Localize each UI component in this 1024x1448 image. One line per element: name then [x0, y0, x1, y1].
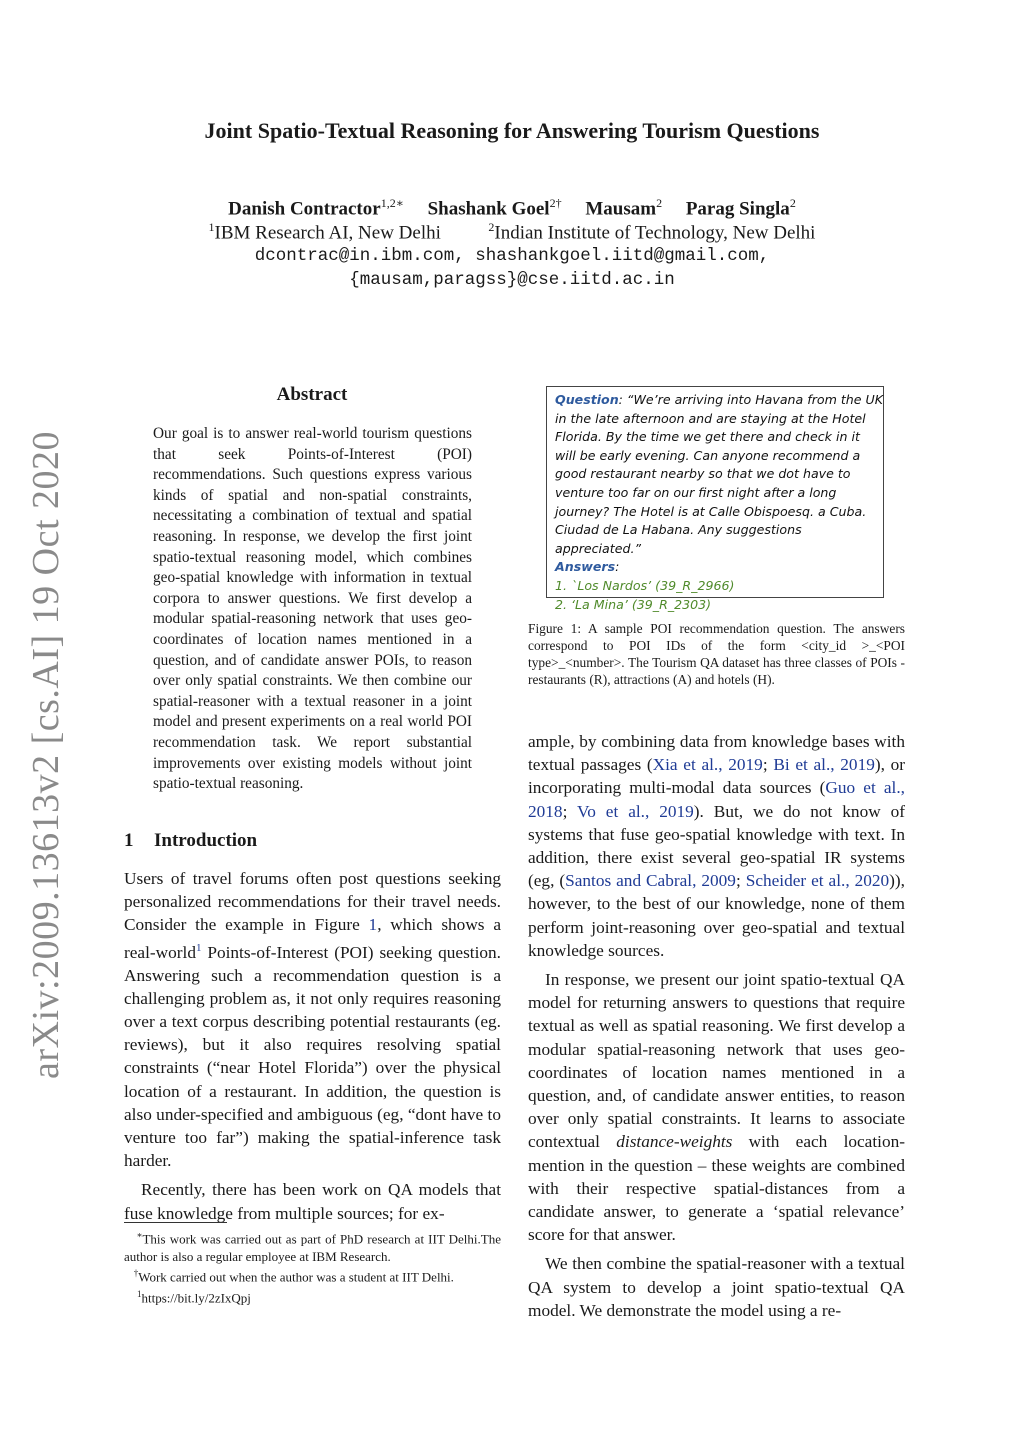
author-sup: 2† [549, 196, 562, 210]
citation-link[interactable]: Scheider et al., 2020 [745, 871, 890, 891]
paragraph: Recently, there has been work on QA models that fuse knowledge from multiple sources; for ex- [124, 1180, 501, 1223]
paragraph: In response, we present our joint spatio-textual QA model for returning answers to questions that require textual as well as spatial reasoning. We first develop a modular spatial-reasoning network that uses geo-coordinates of location names mentioned in a question, and, of candidate answer entities, to reason over only spatial constraints. It learns to associate contextual distance-weights with each location-mention in the question – these weights are combined with their respective spatial-distances from a candidate answer, to generate a ‘spatial relevance’ score for that answer. [528, 970, 905, 1245]
question-label: Question [555, 392, 619, 407]
affiliation: Indian Institute of Technology, New Delhi [494, 222, 816, 244]
citation-link[interactable]: Vo et al., 2019 [576, 801, 694, 821]
author-name: Danish Contractor [228, 198, 381, 220]
email-line: {mausam,paragss}@cse.iitd.ac.in [349, 270, 675, 290]
answer-item: 2. ‘La Mina’ (39_R_2303) [555, 596, 712, 612]
answers-label: Answers [555, 559, 616, 575]
footnote-ref[interactable]: 1 [195, 941, 202, 954]
question-text: : “We’re arriving into Havana from the UK in the late afternoon and are staying at the Hotel Florida. By the time we get there and check in it will be early evening. Can anyone recommend a good restaurant nearby so that we dot have to venture too far on our first night after a long journey? The Hotel is at Calle Obispoesq. a Cuba. Ciudad de La Habana. Any suggestions appreciated.” [555, 392, 883, 556]
author-list [0, 196, 1024, 220]
footnote: †Work carried out when the author was a student at IIT Delhi. [133, 1268, 454, 1285]
section-title: Introduction [154, 830, 258, 851]
footnote-rule [124, 1222, 227, 1223]
author-sup: 1,2∗ [380, 196, 404, 210]
citation-link[interactable]: Bi et al., 2019 [773, 755, 875, 775]
author-sup: 2 [789, 196, 796, 210]
paragraph: We then combine the spatial-reasoner with a textual QA system to develop a joint spatio-textual QA model. We demonstrate the model using a re- [528, 1254, 905, 1320]
arxiv-side-label: arXiv:2009.13613v2 [cs.AI] 19 Oct 2020 [25, 430, 67, 1080]
affil-sup: 1 [208, 220, 215, 234]
figure-caption: Figure 1: A sample POI recommendation question. The answers correspond to POI IDs of the form <city_id >_<POI type>_<number>. The Tourism QA dataset has three classes of POIs - restaurants (R), attractions (A) and hotels (H). [528, 621, 905, 687]
affiliations [0, 220, 1024, 244]
email-line: dcontrac@in.ibm.com, shashankgoel.iitd@gmail.com, [254, 246, 770, 266]
affiliation: IBM Research AI, New Delhi [214, 222, 441, 244]
author-name: Mausam [585, 198, 657, 220]
citation-link[interactable]: Xia et al., 2019 [652, 755, 763, 775]
footnote: ∗This work was carried out as part of PhD research at IIT Delhi.The author is also a regular employee at IBM Research. [124, 1230, 501, 1264]
abstract-heading: Abstract [276, 384, 348, 405]
author-sup: 2 [656, 196, 663, 210]
paragraph: ample, by combining data from knowledge bases with textual passages (Xia et al., 2019; Bi et al., 2019), or incorporating multi-modal data sources (Guo et al., 2018; Vo et al., 2019). But, we do not know of systems that fuse geo-spatial knowledge with text. In addition, there exist several geo-spatial IR systems (eg, (Santos and Cabral, 2009; Scheider et al., 2020)), however, to the best of our knowledge, none of them perform joint-reasoning over geo-spatial and textual knowledge sources. [528, 732, 906, 960]
left-column-body [124, 867, 501, 1225]
author-name: Parag Singla [685, 198, 790, 220]
figure-ref-link[interactable]: 1 [368, 915, 378, 935]
paragraph: Users of travel forums often post questions seeking personalized recommendations for their travel needs. Consider the example in Figure 1, which shows a real-world$^1$ Points-of-Interest (POI) seeking question. Answering such a recommendation question is a challenging problem as, it not only requires reasoning over a text corpus describing potential restaurants (eg. reviews), but it also requires resolving spatial constraints (“near Hotel Florida”) over the physical location of a restaurant. In addition, the question is also under-specified and ambiguous (eg, “dont have to venture too far”) making the spatial-inference task harder. [124, 869, 501, 1171]
section-number: 1 [124, 830, 134, 851]
citation-link[interactable]: Guo et al., 2018 [528, 778, 905, 821]
footnote: $^1$https://bit.ly/2zIxQpj [137, 1289, 251, 1306]
abstract-text: Our goal is to answer real-world tourism questions that seek Points-of-Interest (POI) recommendations. Such questions express various kinds of spatial and non-spatial constraints, necessitating a combination of textual and spatial reasoning. In response, we develop the first joint spatio-textual reasoning model, which combines geo-spatial knowledge with information in textual corpora to answer questions. We first develop a modular spatial-reasoning network that uses geo-coordinates of location names mentioned in a question, and of candidate answer POIs, to reason over only spatial constraints. We then combine our spatial-reasoner with a textual reasoner in a joint model and present experiments on a real world POI recommendation task. We report substantial improvements over existing models without joint spatio-textual reasoning. [153, 425, 472, 793]
section-heading [124, 830, 257, 852]
answer-item: 1. `Los Nardos’ (39_R_2966) [555, 577, 735, 593]
footnote-link[interactable]: https://bit.ly/2zIxQpj [141, 1290, 251, 1306]
affil-sup: 2 [488, 220, 495, 234]
author-name: Shashank Goel [427, 198, 550, 220]
citation-link[interactable]: Santos and Cabral, 2009 [565, 871, 736, 891]
paper-title: Joint Spatio-Textual Reasoning for Answering Tourism Questions [204, 118, 820, 143]
right-column-body [528, 730, 905, 1322]
figure-question-box: Question: “We’re arriving into Havana from the UK in the late afternoon and are staying at the Hotel Florida. By the time we get there and check in it will be early evening. Can anyone recommend a good restaurant nearby so that we dot have to venture too far on our first night after a long journey? The Hotel is at Calle Obispoesq. a Cuba. Ciudad de La Habana. Any suggestions appreciated.” Answers: 1. `Los Nardos’ (39_R_2966) 2. ‘La Mina’ (39_R_2303) [546, 386, 884, 598]
footnotes [124, 1227, 501, 1307]
